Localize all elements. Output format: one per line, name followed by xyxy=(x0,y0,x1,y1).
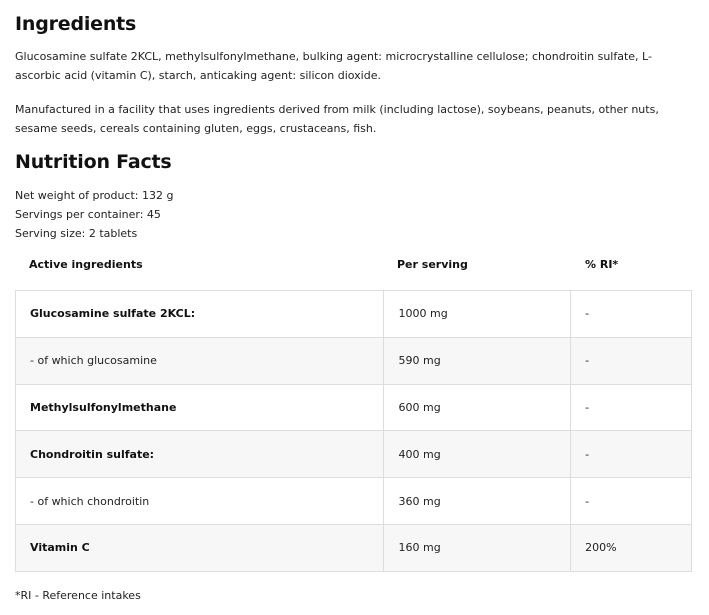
per-serving-value: 590 mg xyxy=(384,337,571,384)
ingredient-name: Chondroitin sulfate: xyxy=(16,431,384,478)
per-serving-value: 160 mg xyxy=(384,524,571,571)
ingredient-name: - of which glucosamine xyxy=(16,337,384,384)
ingredient-name: Methylsulfonylmethane xyxy=(16,384,384,431)
table-row xyxy=(16,524,692,571)
per-serving-value: 600 mg xyxy=(384,384,571,431)
ingredients-list: Glucosamine sulfate 2KCL, methylsulfonylmethane, bulking agent: microcrystalline cellulose; chondroitin sulfate, L-ascorbic acid (vitamin C), starch, anticaking agent: silicon dioxide. xyxy=(15,50,652,82)
allergen-statement: Manufactured in a facility that uses ingredients derived from milk (including lactose), soybeans, peanuts, other nuts, sesame seeds, cereals containing gluten, eggs, crustaceans, fish. xyxy=(15,103,659,135)
nutrition-table-header xyxy=(15,258,692,276)
ri-value: - xyxy=(571,478,692,525)
header-per-serving: Per serving xyxy=(397,258,468,271)
nutrition-table xyxy=(15,290,692,572)
ingredient-name: Glucosamine sulfate 2KCL: xyxy=(16,291,384,338)
ingredients-heading: Ingredients xyxy=(15,13,137,35)
ri-value: - xyxy=(571,431,692,478)
ri-value: - xyxy=(571,337,692,384)
ri-footnote: *RI - Reference intakes xyxy=(15,589,141,602)
nutrition-facts-heading: Nutrition Facts xyxy=(15,151,172,173)
ri-value: - xyxy=(571,291,692,338)
per-serving-value: 360 mg xyxy=(384,478,571,525)
table-row xyxy=(16,431,692,478)
table-row xyxy=(16,478,692,525)
per-serving-value: 400 mg xyxy=(384,431,571,478)
servings-per-container: Servings per container: 45 xyxy=(15,208,161,221)
header-ri: % RI* xyxy=(585,258,619,271)
ingredient-name: - of which chondroitin xyxy=(16,478,384,525)
product-facts xyxy=(15,186,173,243)
header-active-ingredients: Active ingredients xyxy=(29,258,143,271)
table-row xyxy=(16,291,692,338)
ri-value: 200% xyxy=(571,524,692,571)
ingredient-name: Vitamin C xyxy=(16,524,384,571)
ri-value: - xyxy=(571,384,692,431)
serving-size: Serving size: 2 tablets xyxy=(15,227,138,240)
net-weight: Net weight of product: 132 g xyxy=(15,189,174,202)
per-serving-value: 1000 mg xyxy=(384,291,571,338)
table-row xyxy=(16,384,692,431)
table-row xyxy=(16,337,692,384)
